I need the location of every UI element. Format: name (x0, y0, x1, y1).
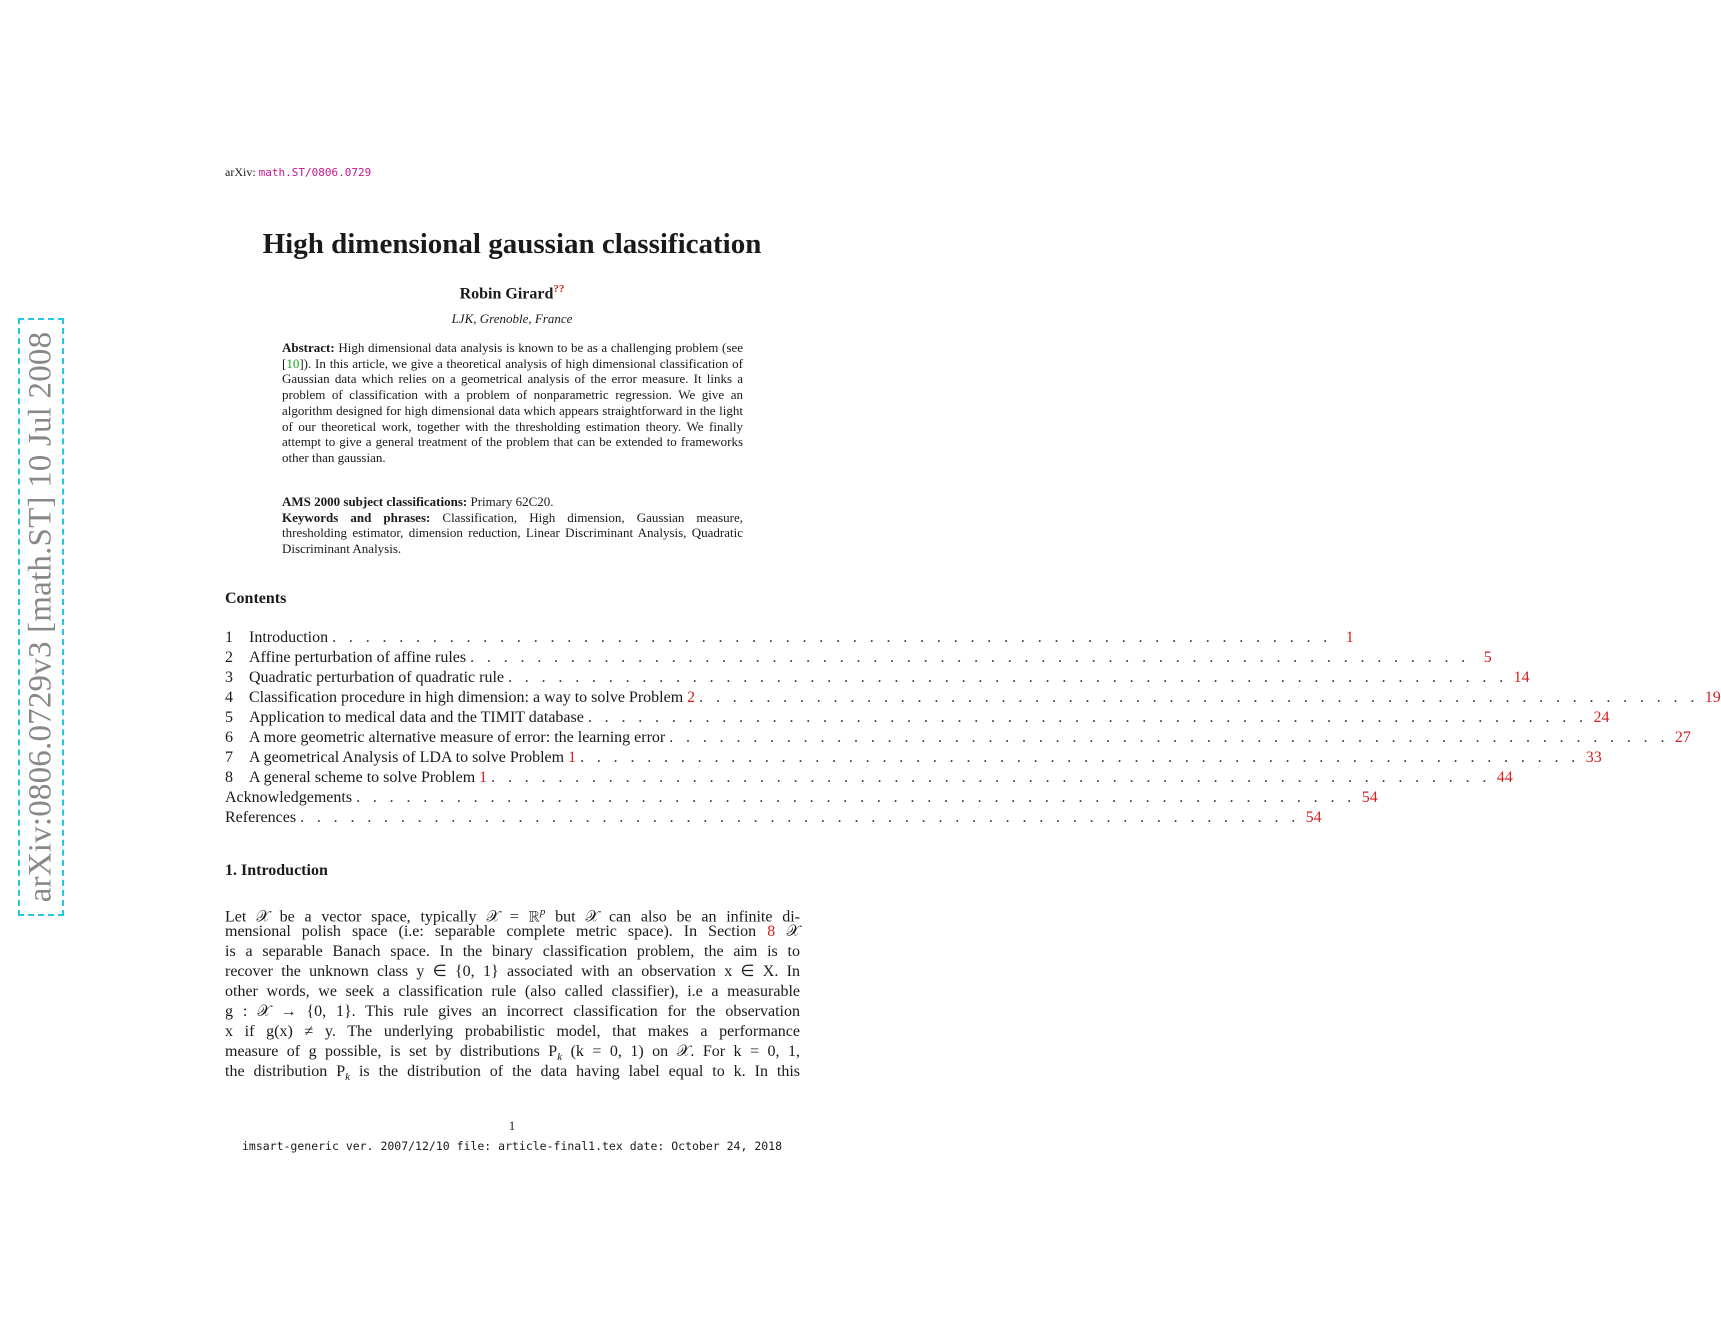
abstract-text-2: ]). In this article, we give a theoretical analysis of high dimensional classification of Gaussian data which relies on a geometrical analysis of the error measure. It links a problem of classification with a problem of nonparametric regression. We give an algorithm designed for high dimensional data which appears straightforward in the light of our theoretical work, together with the thresholding estimation theory. We finally attempt to give a general treatment of the problem that can be extended to frameworks other than gaussian. (282, 355, 743, 465)
text-segment: the distribution P (225, 1063, 346, 1080)
toc-entry-label (249, 729, 665, 747)
toc-entry-title: Classification procedure in high dimension: a way to solve Problem (249, 689, 688, 706)
abstract (282, 340, 743, 466)
toc-entry-label (249, 769, 487, 787)
ams-value: Primary 62C20. (467, 494, 554, 509)
text-line (225, 902, 800, 926)
toc-entry-label (249, 709, 584, 727)
citation-link[interactable]: 10 (286, 355, 300, 371)
toc-leader-dots: . . . . . . . . . . . . . . . . . . . . . . . . . . . . . . . . . . . . . . . . . . . . . . . . . . . . . . . . . . . . (587, 709, 1588, 726)
toc-page-link[interactable]: 54 (1361, 789, 1378, 806)
author-affiliation: LJK, Grenoble, France (451, 311, 573, 326)
text-segment: (k = 0, 1) on 𝒳. For k = 0, 1, (562, 1043, 800, 1060)
text-line (225, 942, 800, 962)
problem-reference-link[interactable]: 1 (479, 769, 488, 786)
table-of-contents (225, 629, 1721, 829)
text-segment: g : 𝒳 → {0, 1}. This rule gives an incorrect classification for the observation (225, 1003, 800, 1020)
toc-entry-title: Acknowledgements (225, 789, 353, 806)
toc-entry[interactable] (225, 789, 1378, 809)
toc-entry-number: 8 (225, 769, 233, 786)
ams-classification (282, 494, 743, 510)
text-segment: recover the unknown class y ∈ {0, 1} associated with an observation x ∈ X. In (225, 963, 800, 980)
toc-entry-label (249, 749, 576, 767)
toc-entry[interactable] (225, 709, 1610, 729)
paper-title: High dimensional gaussian classification (262, 228, 762, 260)
introduction-body (225, 902, 800, 1082)
keywords (282, 510, 743, 557)
arxiv-code-link[interactable]: math.ST/0806.0729 (258, 166, 372, 179)
toc-page-link[interactable]: 1 (1345, 629, 1354, 646)
text-line (225, 1042, 800, 1062)
contents-heading: Contents (225, 590, 287, 607)
toc-leader-dots: . . . . . . . . . . . . . . . . . . . . . . . . . . . . . . . . . . . . . . . . . . . . . . . . . . . . . . . . . . . . (300, 809, 1300, 826)
toc-entry-title: Application to medical data and the TIMIT database (249, 709, 584, 726)
keywords-value: Classification, High dimension, Gaussian measure, thresholding estimator, dimension reduction, Linear Discriminant Analysis, Quadratic Discriminant Analysis. (282, 509, 743, 557)
toc-page-link[interactable]: 27 (1674, 729, 1691, 746)
toc-entry-number: 5 (225, 709, 233, 726)
toc-entry-title: Quadratic perturbation of quadratic rule (249, 669, 504, 686)
toc-entry[interactable] (225, 689, 1721, 709)
text-segment: 𝒳 (775, 923, 801, 940)
toc-entry-label (249, 629, 328, 647)
toc-entry-number: 6 (225, 729, 233, 746)
toc-page-link[interactable]: 33 (1585, 749, 1602, 766)
page-number: 1 (508, 1118, 516, 1133)
toc-page-link[interactable]: 44 (1496, 769, 1513, 786)
math-subscript: k (557, 1051, 563, 1064)
problem-reference-link[interactable]: 1 (568, 749, 577, 766)
toc-leader-dots: . . . . . . . . . . . . . . . . . . . . . . . . . . . . . . . . . . . . . . . . . . . . . . . . . . . . . . . . . . . . (669, 729, 1669, 746)
toc-entry-label (249, 689, 695, 707)
text-segment: Let 𝒳 be a vector space, typically 𝒳 = ℝ (225, 908, 540, 926)
text-segment: measure of g possible, is set by distributions P (225, 1043, 558, 1060)
arxiv-prefix: arXiv: (225, 165, 256, 179)
toc-page-link[interactable]: 54 (1305, 809, 1322, 826)
toc-leader-dots: . . . . . . . . . . . . . . . . . . . . . . . . . . . . . . . . . . . . . . . . . . . . . . . . . . . . . . . . . . . . (699, 689, 1699, 706)
toc-entry[interactable] (225, 769, 1513, 789)
toc-page-link[interactable]: 19 (1704, 689, 1721, 706)
toc-entry[interactable] (225, 809, 1322, 829)
toc-page-link[interactable]: 5 (1483, 649, 1492, 666)
text-line (225, 962, 800, 982)
toc-entry-number: 4 (225, 689, 233, 706)
toc-entry-label (225, 809, 296, 827)
text-segment: mensional polish space (i.e: separable complete metric space). In Section (225, 923, 768, 940)
section-heading: 1. Introduction (225, 862, 328, 879)
toc-page-link[interactable]: 24 (1593, 709, 1610, 726)
toc-entry-title: Affine perturbation of affine rules (249, 649, 467, 666)
keywords-label: Keywords and phrases: (282, 509, 431, 525)
text-segment: is the distribution of the data having label equal to k. In this (350, 1063, 801, 1080)
math-subscript: k (345, 1071, 351, 1084)
toc-leader-dots: . . . . . . . . . . . . . . . . . . . . . . . . . . . . . . . . . . . . . . . . . . . . . . . . . . . . . . . . . . . . (508, 669, 1508, 686)
text-segment: other words, we seek a classification rule (also called classifier), i.e a measurable (225, 983, 800, 1000)
toc-entry-number: 3 (225, 669, 233, 686)
text-segment: x if g(x) ≠ y. The underlying probabilistic model, that makes a performance (225, 1023, 800, 1040)
toc-entry[interactable] (225, 649, 1492, 669)
ams-label: AMS 2000 subject classifications: (282, 494, 468, 509)
toc-leader-dots: . . . . . . . . . . . . . . . . . . . . . . . . . . . . . . . . . . . . . . . . . . . . . . . . . . . . . . . . . . . . (580, 749, 1580, 766)
text-line (225, 922, 800, 942)
toc-entry-title: Introduction (249, 629, 329, 646)
toc-entry[interactable] (225, 729, 1691, 749)
text-line (225, 982, 800, 1002)
toc-entry-title: References (225, 809, 297, 826)
toc-entry[interactable] (225, 629, 1354, 649)
arxiv-side-stamp (18, 318, 64, 916)
toc-leader-dots: . . . . . . . . . . . . . . . . . . . . . . . . . . . . . . . . . . . . . . . . . . . . . . . . . . . . . . . . . . . . (332, 629, 1332, 646)
text-segment: but 𝒳 can also be an infinite di- (545, 908, 800, 926)
toc-entry-number: 1 (225, 629, 233, 646)
toc-entry-label (225, 789, 352, 807)
toc-leader-dots: . . . . . . . . . . . . . . . . . . . . . . . . . . . . . . . . . . . . . . . . . . . . . . . . . . . . . . . . . . . . (491, 769, 1491, 786)
text-line (225, 1062, 800, 1082)
toc-leader-dots: . . . . . . . . . . . . . . . . . . . . . . . . . . . . . . . . . . . . . . . . . . . . . . . . . . . . . . . . . . . . (356, 789, 1356, 806)
author-footnote-mark[interactable]: ?? (553, 283, 565, 295)
arxiv-identifier (225, 165, 371, 180)
text-line (225, 1002, 800, 1022)
toc-entry-number: 7 (225, 749, 233, 766)
text-segment: is a separable Banach space. In the binary classification problem, the aim is to (225, 943, 800, 960)
arxiv-side-stamp-text: arXiv:0806.0729v3 [math.ST] 10 Jul 2008 (22, 331, 59, 903)
page-footer: imsart-generic ver. 2007/12/10 file: article-final1.tex date: October 24, 2018 (241, 1139, 783, 1153)
toc-entry-number: 2 (225, 649, 233, 666)
toc-entry-label (249, 669, 504, 687)
problem-reference-link[interactable]: 2 (687, 689, 696, 706)
toc-entry[interactable] (225, 749, 1602, 769)
classification-block (282, 494, 743, 557)
toc-entry[interactable] (225, 669, 1530, 689)
author-name: Robin Girard (459, 285, 554, 303)
abstract-text-1: High dimensional data analysis is known to be as a challenging problem (see [ (282, 340, 743, 371)
abstract-label: Abstract: (282, 340, 335, 355)
toc-entry-title: A general scheme to solve Problem (249, 769, 480, 786)
section-reference-link[interactable]: 8 (767, 923, 776, 940)
author-line (0, 283, 1024, 303)
toc-leader-dots: . . . . . . . . . . . . . . . . . . . . . . . . . . . . . . . . . . . . . . . . . . . . . . . . . . . . . . . . . . . . (470, 649, 1470, 666)
toc-entry-title: A geometrical Analysis of LDA to solve Problem (249, 749, 569, 766)
text-line (225, 1022, 800, 1042)
math-superscript: p (539, 906, 546, 918)
toc-entry-title: A more geometric alternative measure of error: the learning error (249, 729, 666, 746)
toc-entry-label (249, 649, 466, 667)
toc-page-link[interactable]: 14 (1513, 669, 1530, 686)
